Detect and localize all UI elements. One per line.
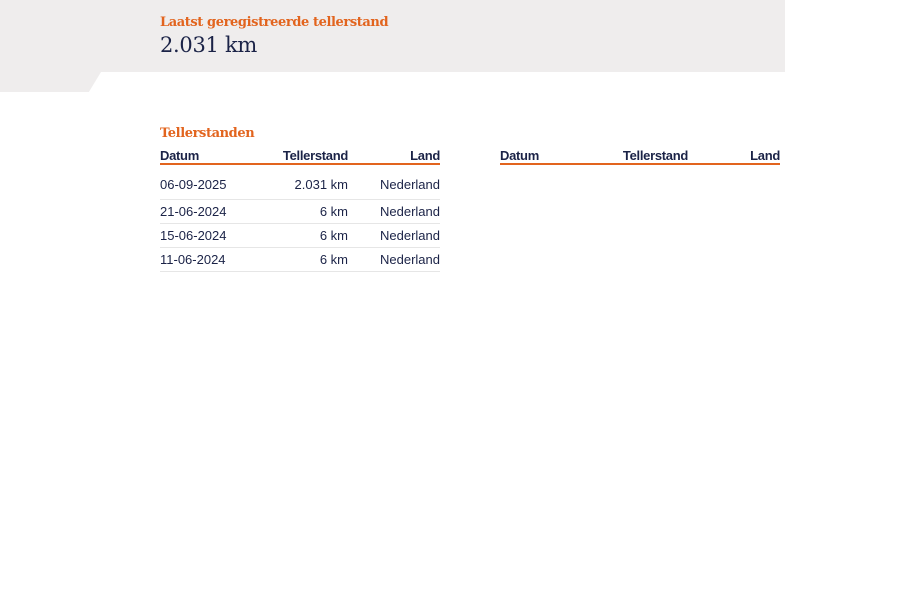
cell-country: Nederland	[348, 224, 440, 248]
readings-table-right	[500, 145, 780, 165]
last-reading-value: 2.031 km	[160, 33, 258, 57]
last-reading-label: Laatst geregistreerde tellerstand	[160, 15, 389, 30]
cell-date: 15-06-2024	[160, 224, 250, 248]
table-row	[160, 164, 440, 200]
column-header-date: Datum	[160, 145, 250, 164]
readings-table-left	[160, 145, 440, 272]
cell-country: Nederland	[348, 164, 440, 200]
cell-reading: 2.031 km	[250, 164, 348, 200]
cell-reading: 6 km	[250, 224, 348, 248]
cell-country: Nederland	[348, 200, 440, 224]
cell-date: 06-09-2025	[160, 164, 250, 200]
cell-reading: 6 km	[250, 248, 348, 272]
header-panel-tab	[0, 72, 101, 92]
cell-country: Nederland	[348, 248, 440, 272]
cell-date: 11-06-2024	[160, 248, 250, 272]
column-header-reading: Tellerstand	[590, 145, 688, 164]
column-header-country: Land	[688, 145, 780, 164]
table-header-row	[160, 145, 440, 164]
table-header-row	[500, 145, 780, 164]
section-title: Tellerstanden	[160, 126, 255, 141]
cell-date: 21-06-2024	[160, 200, 250, 224]
column-header-reading: Tellerstand	[250, 145, 348, 164]
column-header-country: Land	[348, 145, 440, 164]
header-panel	[0, 0, 785, 72]
table-row	[160, 248, 440, 272]
table-row	[160, 200, 440, 224]
table-row	[160, 224, 440, 248]
cell-reading: 6 km	[250, 200, 348, 224]
column-header-date: Datum	[500, 145, 590, 164]
